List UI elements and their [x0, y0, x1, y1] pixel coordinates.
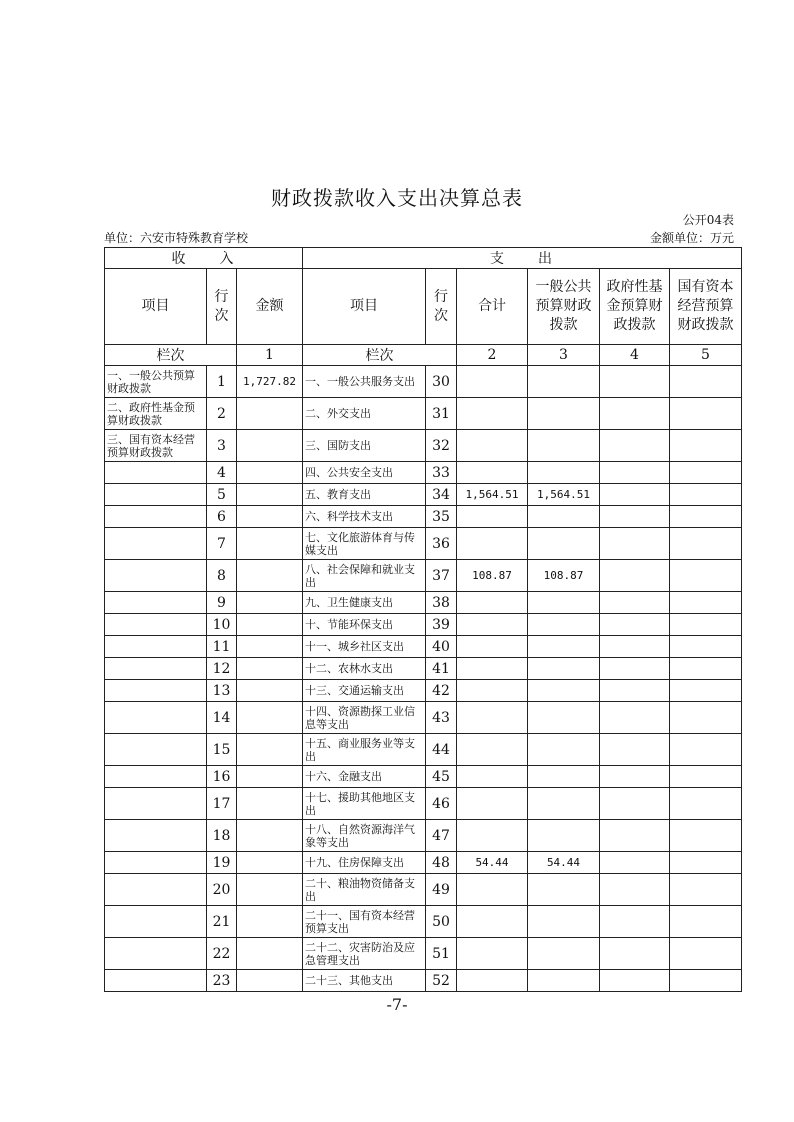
total-cell: [457, 906, 528, 938]
income-amount-cell: [237, 614, 303, 636]
expense-row-no-cell: 39: [426, 614, 457, 636]
expense-item-cell: 二、外交支出: [303, 398, 426, 430]
total-cell: [457, 702, 528, 734]
income-item-cell: [105, 614, 207, 636]
general-budget-cell: [528, 906, 600, 938]
gov-fund-cell: [600, 820, 670, 852]
general-budget-cell: [528, 366, 600, 398]
expense-item-cell: 七、文化旅游体育与传媒支出: [303, 528, 426, 560]
income-amount-cell: [237, 462, 303, 484]
gov-fund-cell: [600, 528, 670, 560]
state-capital-cell: [670, 506, 742, 528]
income-row-no-cell: 13: [207, 680, 237, 702]
income-amount-cell: [237, 874, 303, 906]
total-cell: [457, 970, 528, 992]
expense-row-no-cell: 52: [426, 970, 457, 992]
total-cell: 1,564.51: [457, 484, 528, 506]
expense-row-no-cell: 34: [426, 484, 457, 506]
income-row-no-cell: 18: [207, 820, 237, 852]
total-cell: [457, 398, 528, 430]
table-row: [105, 938, 742, 970]
expense-row-no-cell: 30: [426, 366, 457, 398]
expense-item-cell: 一、一般公共服务支出: [303, 366, 426, 398]
table-row: [105, 788, 742, 820]
total-cell: [457, 874, 528, 906]
income-row-no-header: 行次: [207, 269, 237, 345]
table-row: [105, 484, 742, 506]
income-row-no-cell: 22: [207, 938, 237, 970]
table-row: [105, 528, 742, 560]
income-amount-cell: [237, 788, 303, 820]
state-capital-cell: [670, 906, 742, 938]
total-cell: [457, 636, 528, 658]
general-budget-cell: [528, 820, 600, 852]
income-row-no-cell: 2: [207, 398, 237, 430]
income-amount-cell: 1,727.82: [237, 366, 303, 398]
state-capital-cell: [670, 636, 742, 658]
expense-group-header: 支 出: [303, 248, 742, 269]
income-amount-cell: [237, 938, 303, 970]
expense-row-no-cell: 49: [426, 874, 457, 906]
expense-item-cell: 十六、金融支出: [303, 766, 426, 788]
gov-fund-cell: [600, 788, 670, 820]
income-col-label: 栏次: [105, 345, 237, 366]
gov-fund-cell: [600, 852, 670, 874]
column-header-row: [105, 269, 742, 345]
state-capital-cell: [670, 614, 742, 636]
total-cell: [457, 506, 528, 528]
expense-item-cell: 十三、交通运输支出: [303, 680, 426, 702]
table-row: [105, 970, 742, 992]
table-row: [105, 636, 742, 658]
gov-fund-cell: [600, 970, 670, 992]
expense-row-no-cell: 47: [426, 820, 457, 852]
income-row-no-cell: 16: [207, 766, 237, 788]
income-item-cell: [105, 462, 207, 484]
state-capital-cell: [670, 398, 742, 430]
gov-fund-cell: [600, 506, 670, 528]
general-budget-cell: [528, 592, 600, 614]
expense-row-no-cell: 42: [426, 680, 457, 702]
table-row: [105, 874, 742, 906]
expense-row-no-cell: 48: [426, 852, 457, 874]
form-number: 公开04表: [682, 213, 734, 227]
table-row: [105, 366, 742, 398]
gov-fund-cell: [600, 592, 670, 614]
table-body: [105, 248, 742, 992]
total-cell: [457, 462, 528, 484]
state-capital-cell: [670, 938, 742, 970]
table-row: [105, 906, 742, 938]
income-item-cell: [105, 506, 207, 528]
income-amount-cell: [237, 398, 303, 430]
table-row: [105, 560, 742, 592]
column-number-row: [105, 345, 742, 366]
expense-row-no-cell: 51: [426, 938, 457, 970]
income-item-cell: [105, 766, 207, 788]
total-cell: [457, 658, 528, 680]
income-row-no-cell: 7: [207, 528, 237, 560]
income-row-no-cell: 20: [207, 874, 237, 906]
income-amount-cell: [237, 592, 303, 614]
expense-row-no-cell: 33: [426, 462, 457, 484]
state-capital-cell: [670, 528, 742, 560]
state-capital-cell: [670, 462, 742, 484]
income-row-no-cell: 11: [207, 636, 237, 658]
expense-item-cell: 二十二、灾害防治及应急管理支出: [303, 938, 426, 970]
state-capital-cell: [670, 788, 742, 820]
income-row-no-cell: 17: [207, 788, 237, 820]
income-item-cell: [105, 906, 207, 938]
expense-item-cell: 六、科学技术支出: [303, 506, 426, 528]
gov-fund-cell: [600, 906, 670, 938]
total-cell: [457, 614, 528, 636]
income-item-cell: [105, 820, 207, 852]
table-row: [105, 680, 742, 702]
income-item-header: 项目: [105, 269, 207, 345]
income-item-cell: [105, 560, 207, 592]
general-col-number: 3: [528, 345, 600, 366]
income-item-cell: [105, 938, 207, 970]
expense-row-no-cell: 46: [426, 788, 457, 820]
expense-row-no-cell: 43: [426, 702, 457, 734]
expense-item-cell: 二十、粮油物资储备支出: [303, 874, 426, 906]
state-capital-cell: [670, 366, 742, 398]
income-row-no-cell: 1: [207, 366, 237, 398]
income-item-cell: [105, 528, 207, 560]
expense-item-cell: 二十一、国有资本经营预算支出: [303, 906, 426, 938]
total-cell: [457, 528, 528, 560]
table-row: [105, 766, 742, 788]
expense-row-no-cell: 38: [426, 592, 457, 614]
state-capital-cell: [670, 430, 742, 462]
general-budget-cell: [528, 788, 600, 820]
general-budget-cell: [528, 970, 600, 992]
income-amount-cell: [237, 734, 303, 766]
expense-item-cell: 四、公共安全支出: [303, 462, 426, 484]
expense-item-cell: 九、卫生健康支出: [303, 592, 426, 614]
income-amount-cell: [237, 970, 303, 992]
general-budget-cell: 1,564.51: [528, 484, 600, 506]
currency-unit-label: 金额单位：万元: [649, 231, 734, 245]
income-item-cell: [105, 702, 207, 734]
gov-fund-cell: [600, 680, 670, 702]
general-budget-cell: [528, 702, 600, 734]
income-item-cell: [105, 680, 207, 702]
income-amount-cell: [237, 766, 303, 788]
income-amount-cell: [237, 430, 303, 462]
total-cell: 54.44: [457, 852, 528, 874]
state-capital-cell: [670, 658, 742, 680]
income-item-cell: [105, 592, 207, 614]
state-capital-cell: [670, 970, 742, 992]
general-budget-cell: [528, 430, 600, 462]
total-cell: [457, 592, 528, 614]
income-row-no-cell: 10: [207, 614, 237, 636]
total-cell: [457, 680, 528, 702]
income-item-cell: [105, 484, 207, 506]
group-header-row: [105, 248, 742, 269]
income-row-no-cell: 9: [207, 592, 237, 614]
gov-fund-cell: [600, 398, 670, 430]
income-row-no-cell: 4: [207, 462, 237, 484]
expense-item-cell: 十四、资源勘探工业信息等支出: [303, 702, 426, 734]
income-amount-cell: [237, 658, 303, 680]
table-row: [105, 734, 742, 766]
gov-fund-cell: [600, 658, 670, 680]
expense-row-no-cell: 35: [426, 506, 457, 528]
state-capital-header: 国有资本经营预算财政拨款: [670, 269, 742, 345]
income-row-no-cell: 3: [207, 430, 237, 462]
expense-item-cell: 十、节能环保支出: [303, 614, 426, 636]
gov-fund-cell: [600, 938, 670, 970]
income-amount-cell: [237, 852, 303, 874]
table-row: [105, 506, 742, 528]
income-amount-cell: [237, 820, 303, 852]
gov-fund-cell: [600, 462, 670, 484]
gov-fund-cell: [600, 430, 670, 462]
income-row-no-cell: 19: [207, 852, 237, 874]
state-capital-cell: [670, 766, 742, 788]
total-cell: [457, 788, 528, 820]
income-row-no-cell: 12: [207, 658, 237, 680]
expense-item-cell: 十八、自然资源海洋气象等支出: [303, 820, 426, 852]
total-cell: [457, 766, 528, 788]
general-budget-cell: [528, 658, 600, 680]
general-budget-cell: [528, 398, 600, 430]
income-item-cell: 一、一般公共预算财政拨款: [105, 366, 207, 398]
gov-fund-cell: [600, 636, 670, 658]
state-capital-cell: [670, 560, 742, 592]
state-capital-cell: [670, 734, 742, 766]
total-cell: [457, 820, 528, 852]
total-cell: [457, 938, 528, 970]
state-capital-cell: [670, 874, 742, 906]
total-cell: [457, 734, 528, 766]
income-group-header: 收 入: [105, 248, 303, 269]
gov-fund-cell: [600, 766, 670, 788]
total-cell: 108.87: [457, 560, 528, 592]
expense-row-no-cell: 32: [426, 430, 457, 462]
expense-row-no-cell: 44: [426, 734, 457, 766]
income-item-cell: [105, 852, 207, 874]
table-row: [105, 430, 742, 462]
income-amount-cell: [237, 680, 303, 702]
page-number: -7-: [386, 995, 408, 1014]
total-cell: [457, 430, 528, 462]
income-row-no-cell: 6: [207, 506, 237, 528]
state-capital-cell: [670, 820, 742, 852]
general-budget-cell: 54.44: [528, 852, 600, 874]
expense-row-no-cell: 45: [426, 766, 457, 788]
general-budget-cell: 108.87: [528, 560, 600, 592]
income-item-cell: [105, 874, 207, 906]
table-row: [105, 592, 742, 614]
expense-row-no-cell: 31: [426, 398, 457, 430]
general-budget-cell: [528, 766, 600, 788]
general-budget-cell: [528, 874, 600, 906]
expense-row-no-cell: 36: [426, 528, 457, 560]
income-row-no-cell: 21: [207, 906, 237, 938]
income-item-cell: [105, 970, 207, 992]
income-row-no-cell: 15: [207, 734, 237, 766]
expense-item-cell: 十二、农林水支出: [303, 658, 426, 680]
expense-row-no-cell: 37: [426, 560, 457, 592]
gov-fund-cell: [600, 366, 670, 398]
income-amount-header: 金额: [237, 269, 303, 345]
income-amount-cell: [237, 528, 303, 560]
state-capital-cell: [670, 680, 742, 702]
gov-fund-cell: [600, 702, 670, 734]
state-capital-cell: [670, 592, 742, 614]
income-amount-cell: [237, 506, 303, 528]
general-budget-cell: [528, 528, 600, 560]
general-budget-cell: [528, 636, 600, 658]
state-capital-cell: [670, 852, 742, 874]
expense-item-cell: 二十三、其他支出: [303, 970, 426, 992]
income-row-no-cell: 14: [207, 702, 237, 734]
general-budget-cell: [528, 614, 600, 636]
general-budget-cell: [528, 462, 600, 484]
income-item-cell: 三、国有资本经营预算财政拨款: [105, 430, 207, 462]
gov-fund-cell: [600, 614, 670, 636]
income-row-no-cell: 5: [207, 484, 237, 506]
expense-col-label: 栏次: [303, 345, 457, 366]
gov-fund-cell: [600, 874, 670, 906]
income-item-cell: 二、政府性基金预算财政拨款: [105, 398, 207, 430]
state-capital-col-number: 5: [670, 345, 742, 366]
expense-item-cell: 五、教育支出: [303, 484, 426, 506]
income-amount-cell: [237, 702, 303, 734]
expense-item-cell: 十五、商业服务业等支出: [303, 734, 426, 766]
table-row: [105, 614, 742, 636]
income-amount-cell: [237, 906, 303, 938]
income-row-no-cell: 8: [207, 560, 237, 592]
expense-row-no-cell: 41: [426, 658, 457, 680]
income-row-no-cell: 23: [207, 970, 237, 992]
table-row: [105, 852, 742, 874]
general-budget-cell: [528, 938, 600, 970]
income-item-cell: [105, 734, 207, 766]
general-budget-cell: [528, 506, 600, 528]
expense-row-no-header: 行次: [426, 269, 457, 345]
general-budget-cell: [528, 680, 600, 702]
table-row: [105, 398, 742, 430]
expense-row-no-cell: 50: [426, 906, 457, 938]
expense-item-cell: 十七、援助其他地区支出: [303, 788, 426, 820]
total-header: 合计: [457, 269, 528, 345]
state-capital-cell: [670, 702, 742, 734]
unit-label: 单位：六安市特殊教育学校: [104, 231, 249, 245]
income-amount-cell: [237, 636, 303, 658]
total-col-number: 2: [457, 345, 528, 366]
income-amount-cell: [237, 560, 303, 592]
gov-fund-cell: [600, 734, 670, 766]
gov-fund-cell: [600, 560, 670, 592]
general-budget-cell: [528, 734, 600, 766]
income-amount-cell: [237, 484, 303, 506]
appropriation-table: [104, 247, 742, 992]
total-cell: [457, 366, 528, 398]
table-row: [105, 658, 742, 680]
page-title: 财政拨款收入支出决算总表: [271, 186, 523, 210]
expense-row-no-cell: 40: [426, 636, 457, 658]
income-amount-col-number: 1: [237, 345, 303, 366]
table-row: [105, 462, 742, 484]
gov-fund-cell: [600, 484, 670, 506]
state-capital-cell: [670, 484, 742, 506]
income-item-cell: [105, 788, 207, 820]
gov-fund-col-number: 4: [600, 345, 670, 366]
expense-item-cell: 十一、城乡社区支出: [303, 636, 426, 658]
table-row: [105, 702, 742, 734]
table-row: [105, 820, 742, 852]
general-budget-header: 一般公共预算财政拨款: [528, 269, 600, 345]
income-item-cell: [105, 636, 207, 658]
expense-item-header: 项目: [303, 269, 426, 345]
expense-item-cell: 八、社会保障和就业支出: [303, 560, 426, 592]
gov-fund-header: 政府性基金预算财政拨款: [600, 269, 670, 345]
expense-item-cell: 三、国防支出: [303, 430, 426, 462]
expense-item-cell: 十九、住房保障支出: [303, 852, 426, 874]
income-item-cell: [105, 658, 207, 680]
